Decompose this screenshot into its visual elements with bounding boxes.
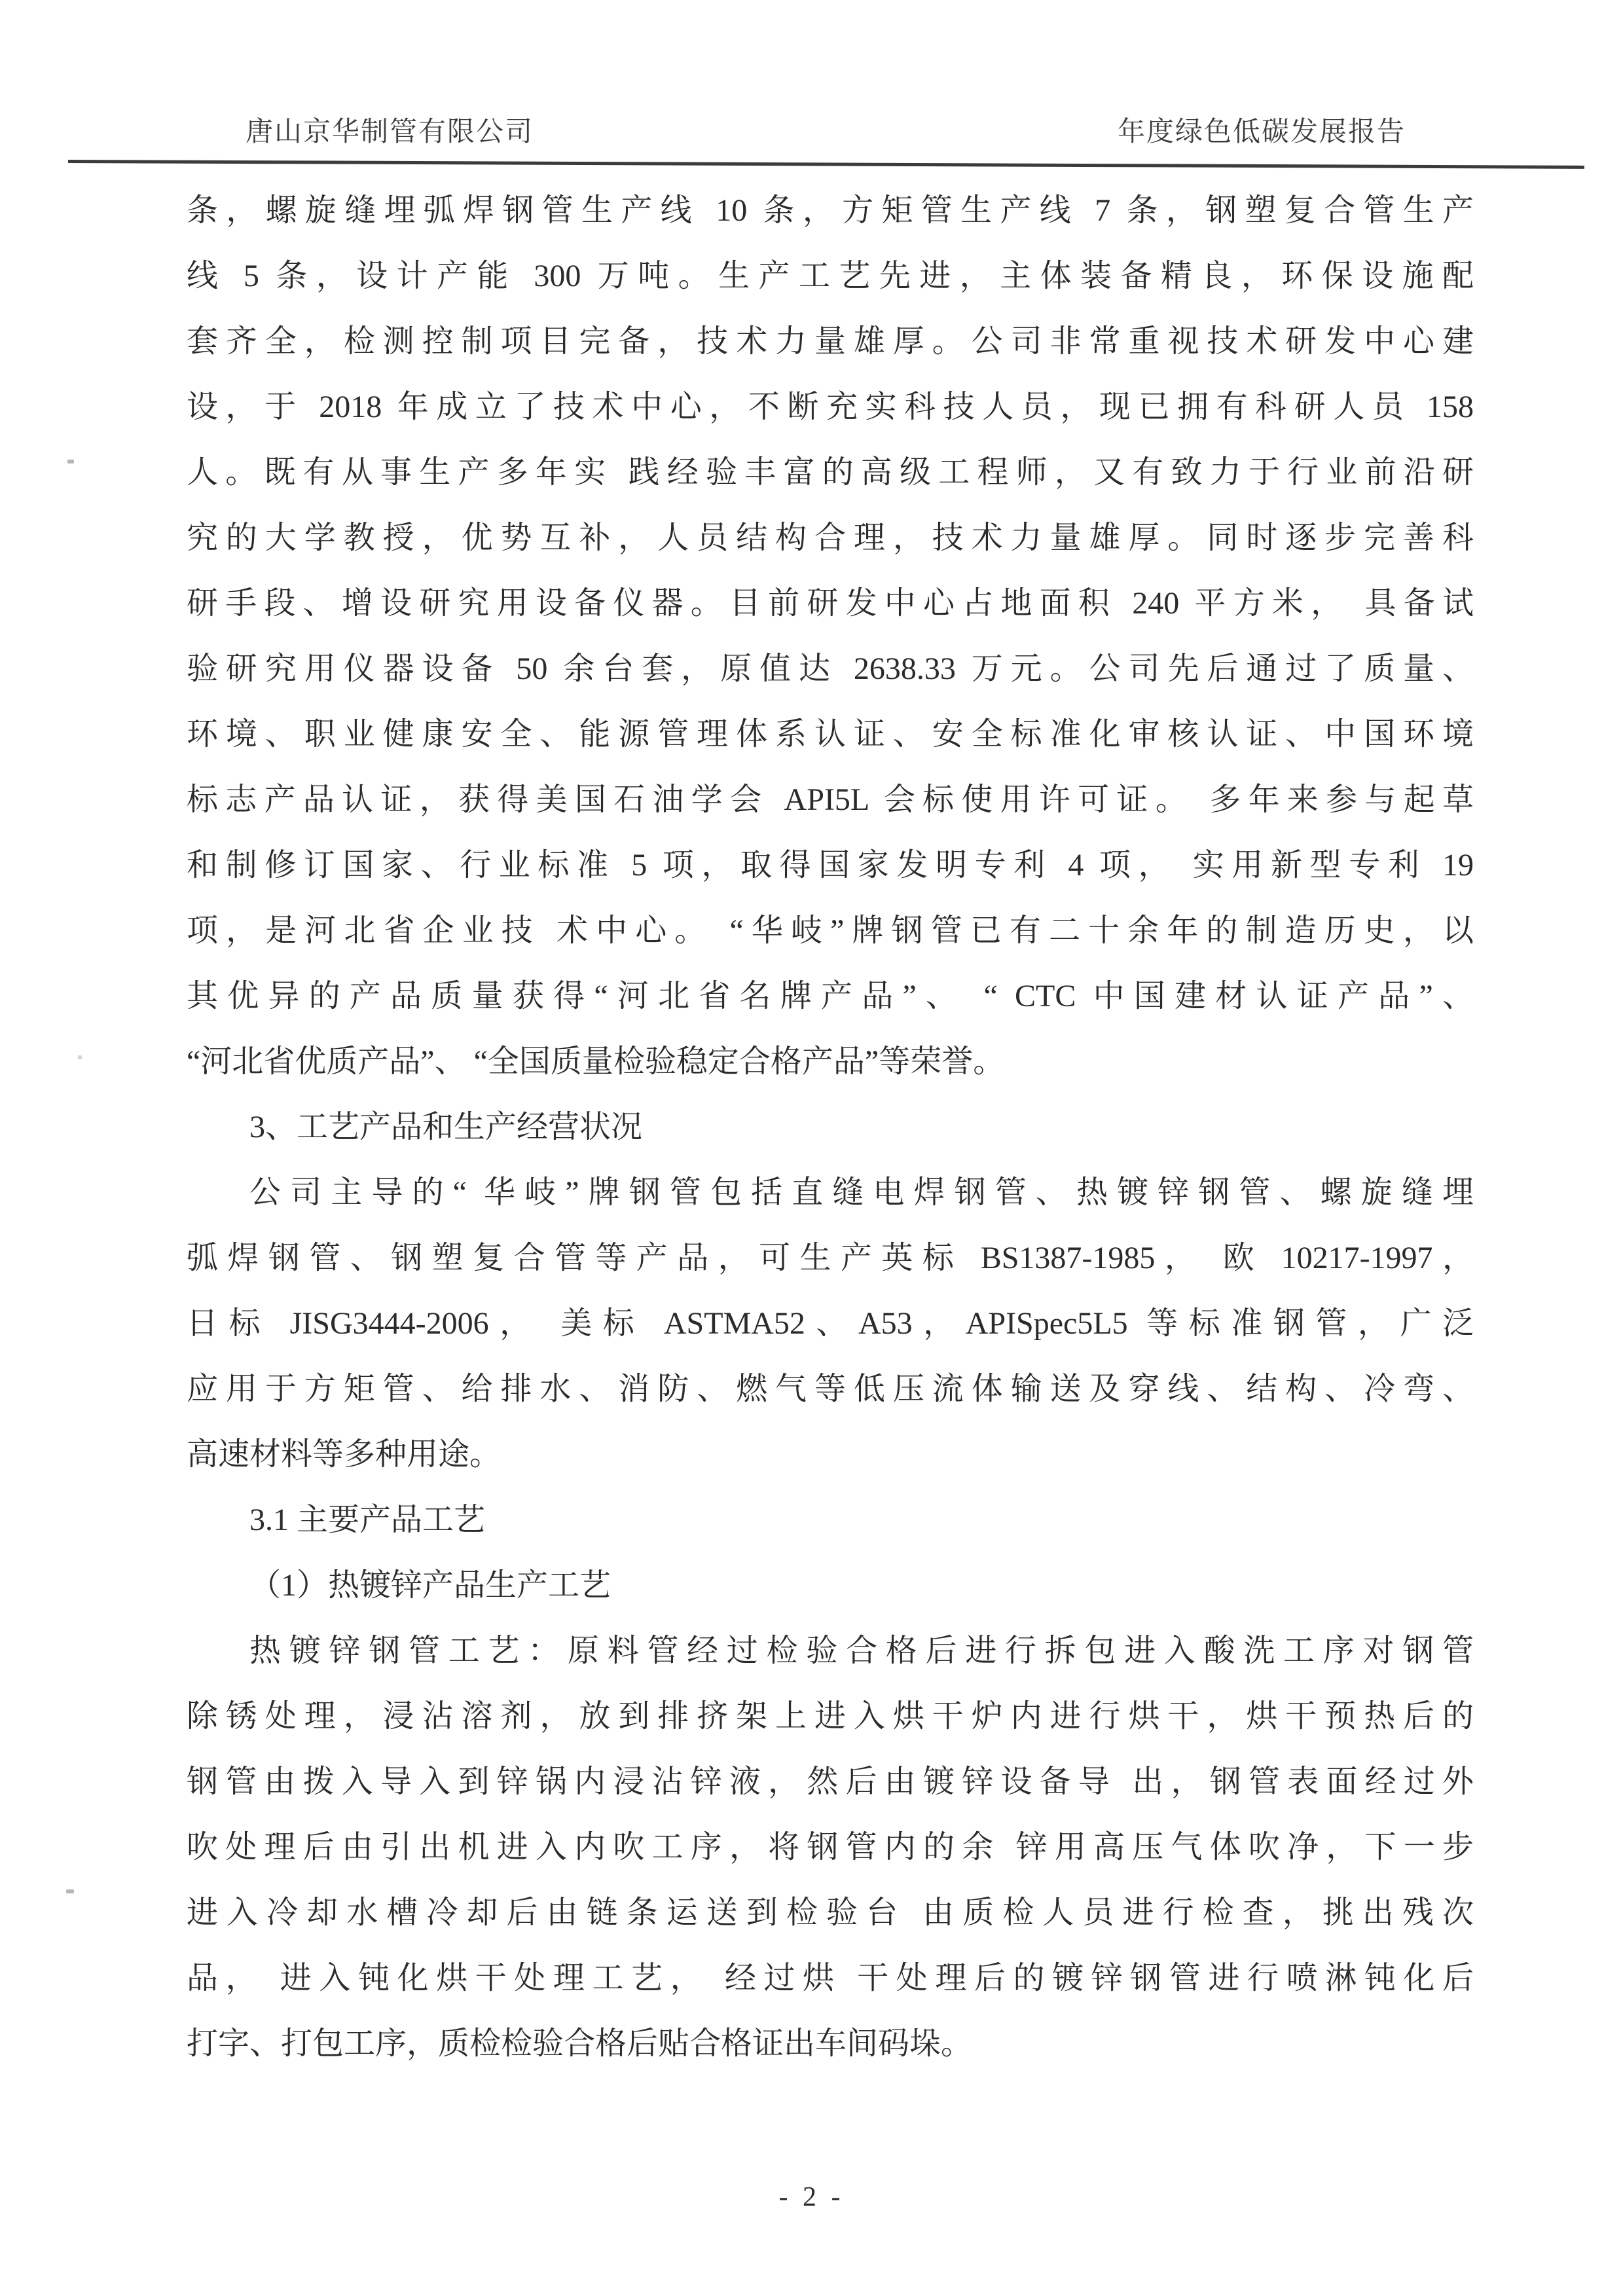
body-line: 热镀锌钢管工艺：原料管经过检验合格后进行拆包进入酸洗工序对钢管	[249, 1633, 1474, 1668]
body-line: 钢管由拨入导入到锌锅内浸沾锌液，然后由镀锌设备导 出，钢管表面经过外	[187, 1764, 1474, 1799]
scan-artifact	[78, 1055, 82, 1059]
body-line: 究的大学教授，优势互补，人员结构合理，技术力量雄厚。同时逐步完善科	[187, 520, 1474, 555]
scan-artifact	[66, 1889, 74, 1893]
scan-artifact	[67, 460, 74, 464]
body-line: 其优异的产品质量获得“河北省名牌产品”、 “ CTC 中国建材认证产品”、	[187, 979, 1474, 1013]
header-company-name: 唐山京华制管有限公司	[246, 117, 534, 147]
body-line: 公司主导的“ 华岐”牌钢管包括直缝电焊钢管、热镀锌钢管、螺旋缝埋	[249, 1175, 1474, 1210]
body-line: 弧焊钢管、钢塑复合管等产品，可生产英标 BS1387-1985， 欧 10217-1997，	[187, 1241, 1474, 1275]
body-line: “河北省优质产品”、 “全国质量检验稳定合格产品”等荣誉。	[187, 1044, 1005, 1079]
body-line: 应用于方矩管、给排水、消防、燃气等低压流体输送及穿线、结构、冷弯、	[187, 1372, 1474, 1406]
section-heading: 3、工艺产品和生产经营状况	[249, 1110, 643, 1144]
body-line: 条，螺旋缝埋弧焊钢管生产线 10 条，方矩管生产线 7 条，钢塑复合管生产	[187, 193, 1474, 228]
body-line: 进入冷却水槽冷却后由链条运送到检验台 由质检人员进行检查，挑出残次	[187, 1895, 1474, 1930]
body-line: 套齐全，检测控制项目完备，技术力量雄厚。公司非常重视技术研发中心建	[187, 324, 1474, 359]
body-line: 吹处理后由引出机进入内吹工序，将钢管内的余 锌用高压气体吹净，下一步	[187, 1830, 1474, 1865]
page-header	[0, 113, 1623, 152]
subsection-heading: （1）热镀锌产品生产工艺	[249, 1568, 611, 1603]
body-line: 项，是河北省企业技 术中心。 “华岐”牌钢管已有二十余年的制造历史，以	[187, 913, 1474, 948]
body-line: 打字、打包工序，质检检验合格后贴合格证出车间码垛。	[187, 2026, 973, 2061]
body-line: 人。既有从事生产多年实 践经验丰富的高级工程师，又有致力于行业前沿研	[187, 455, 1474, 490]
body-line: 标志产品认证，获得美国石油学会 API5L 会标使用许可证。 多年来参与起草	[187, 782, 1474, 817]
body-line: 除锈处理，浸沾溶剂，放到排挤架上进入烘干炉内进行烘干，烘干预热后的	[187, 1699, 1474, 1734]
page-number: - 2 -	[778, 2182, 845, 2212]
body-line: 环境、职业健康安全、能源管理体系认证、安全标准化审核认证、中国环境	[187, 717, 1474, 752]
body-line: 线 5 条，设计产能 300 万吨。生产工艺先进，主体装备精良，环保设施配	[187, 259, 1474, 293]
body-line: 研手段、增设研究用设备仪器。目前研发中心占地面积 240 平方米， 具备试	[187, 586, 1474, 621]
body-line: 日标 JISG3444-2006， 美标 ASTMA52、A53，APISpec5L5 等标准钢管，广泛	[187, 1306, 1474, 1341]
subsection-heading: 3.1 主要产品工艺	[249, 1503, 486, 1537]
header-rule	[68, 160, 1584, 169]
body-line: 高速材料等多种用途。	[187, 1437, 501, 1472]
body-line: 验研究用仪器设备 50 余台套，原值达 2638.33 万元。公司先后通过了质量、	[187, 651, 1474, 686]
header-report-title: 年度绿色低碳发展报告	[1117, 117, 1406, 147]
document-body	[187, 178, 1474, 2077]
body-line: 设，于 2018 年成立了技术中心，不断充实科技人员，现已拥有科研人员 158	[187, 390, 1474, 424]
body-line: 和制修订国家、行业标准 5 项，取得国家发明专利 4 项， 实用新型专利 19	[187, 848, 1474, 883]
body-line: 品， 进入钝化烘干处理工艺， 经过烘 干处理后的镀锌钢管进行喷淋钝化后	[187, 1961, 1474, 1995]
